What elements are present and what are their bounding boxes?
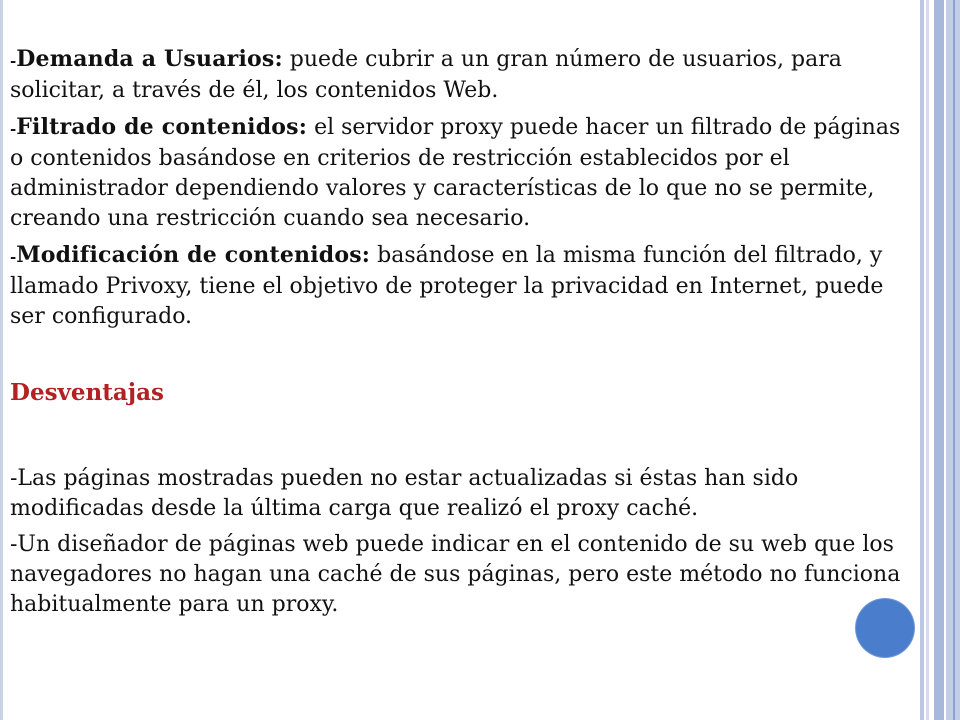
disadvantage-item: -Un diseñador de páginas web puede indicar en el contenido de su web que los navegadores no hagan una caché de sus páginas, pero este método no funciona habitualmente para un proxy.	[10, 532, 901, 617]
advantage-item-filtering	[10, 112, 920, 234]
advantage-item-modification	[10, 240, 920, 332]
section-heading-disadvantages: Desventajas	[10, 379, 164, 406]
right-decorative-bars	[920, 0, 960, 720]
advantage-item-demand	[10, 44, 920, 106]
bullet-dash: -	[10, 120, 17, 138]
term-label: Demanda a Usuarios:	[16, 46, 283, 72]
decorative-circle	[856, 599, 914, 657]
left-border-rule	[0, 0, 3, 720]
disadvantage-item: -Las páginas mostradas pueden no estar actualizadas si éstas han sido modificadas desde la última carga que realizó el proxy caché.	[10, 466, 799, 521]
decor-bar	[953, 0, 955, 720]
item-text: puede cubrir a un gran número de usuarios, para solicitar, a través de él, los contenidos Web.	[10, 47, 842, 103]
term-label: Modificación de contenidos:	[16, 242, 371, 268]
bullet-dash: -	[10, 52, 17, 70]
bullet-dash: -	[10, 248, 17, 266]
slide-content	[10, 44, 920, 626]
item-text: basándose en la misma función del filtrado, y llamado Privoxy, tiene el objetivo de proteger la privacidad en Internet, puede ser configurado.	[10, 243, 884, 329]
item-text: el servidor proxy puede hacer un filtrado de páginas o contenidos basándose en criterios de restricción establecidos por el administrador dependiendo valores y características de lo que no se permite, creando una restricción cuando sea necesario.	[10, 115, 901, 231]
decor-bar	[934, 0, 944, 720]
term-label: Filtrado de contenidos:	[16, 114, 308, 140]
decor-bar	[920, 0, 924, 720]
decor-bar	[926, 0, 929, 720]
